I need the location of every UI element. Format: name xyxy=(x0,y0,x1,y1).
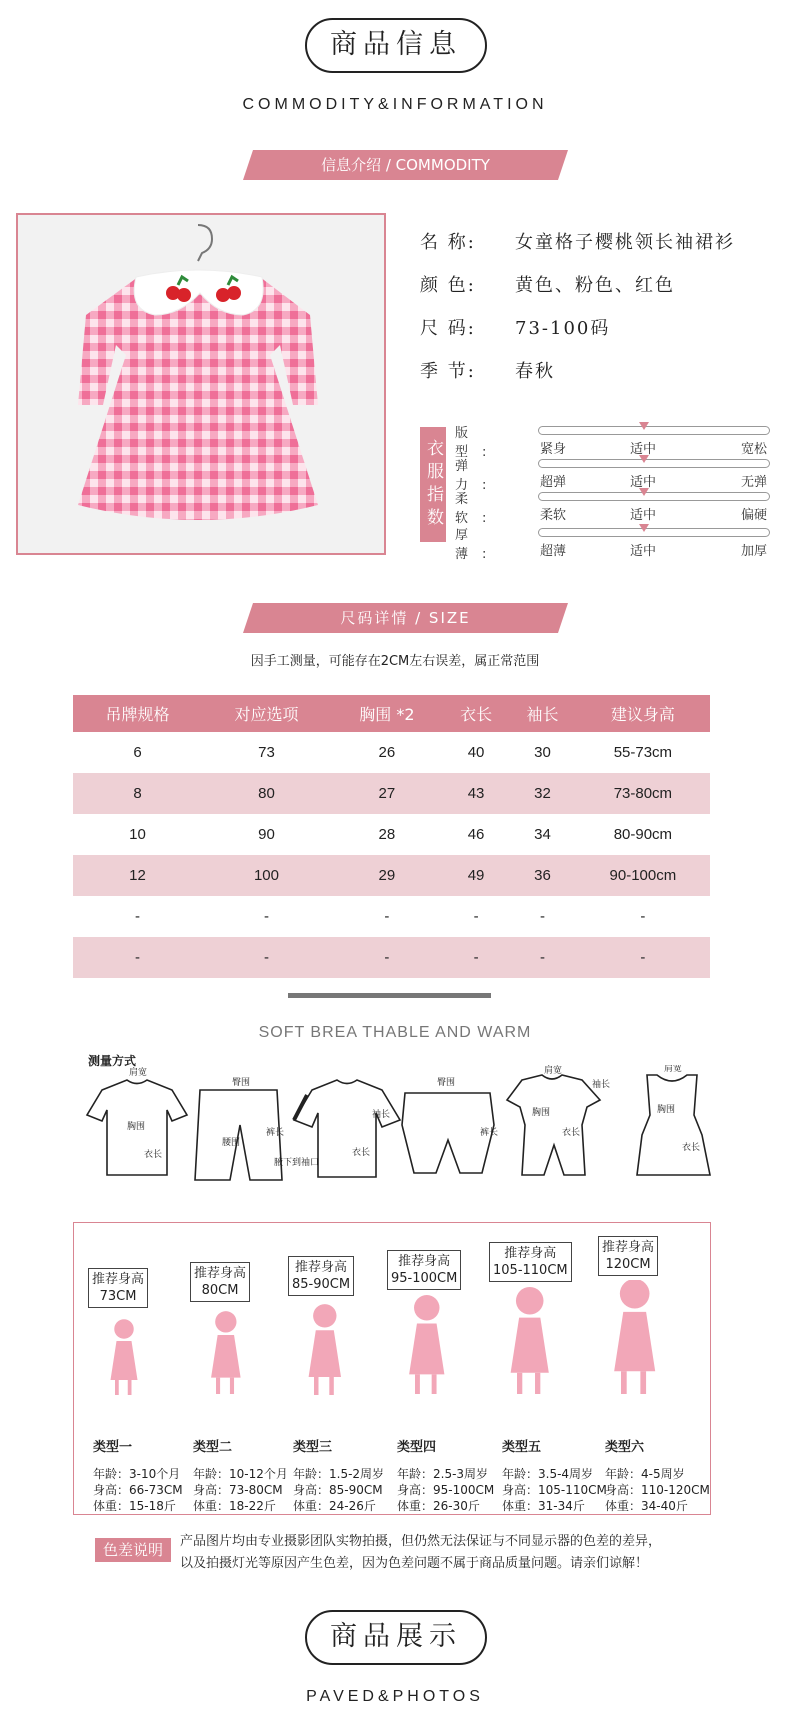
type-age: 年龄：3.5-4周岁 xyxy=(502,1467,594,1481)
table-cell: - xyxy=(443,937,509,978)
type-info xyxy=(397,1440,494,1514)
type-info xyxy=(502,1440,607,1514)
type-height: 身高：73-80CM xyxy=(193,1483,283,1497)
type-name: 类型一 xyxy=(93,1440,133,1455)
index-bar xyxy=(538,528,770,537)
box-value: 73CM xyxy=(99,1289,137,1304)
box-title: 推荐身高 xyxy=(504,1246,557,1261)
section-title-pill xyxy=(305,1610,487,1665)
table-cell: 26 xyxy=(378,744,396,761)
section-subtitle: PAVED&PHOTOS xyxy=(306,1688,484,1705)
table-cell: 55-73cm xyxy=(613,744,673,761)
box-value: 85-90CM xyxy=(292,1277,351,1292)
table-cell: 80-90cm xyxy=(613,826,673,843)
section-subtitle: COMMODITY&INFORMATION xyxy=(242,96,548,113)
table-cell: 28 xyxy=(378,826,396,843)
index-low: 柔软 xyxy=(540,508,567,523)
index-row-fit xyxy=(455,422,770,460)
type-info xyxy=(605,1440,710,1514)
box-title: 推荐身高 xyxy=(295,1260,348,1275)
info-value: 春秋 xyxy=(515,361,555,382)
header-cell: 袖长 xyxy=(509,695,575,732)
measure-label: 臀围 xyxy=(437,1078,456,1088)
table-cell: - xyxy=(202,937,331,978)
index-marker xyxy=(639,422,649,430)
type-height: 身高：66-73CM xyxy=(93,1483,183,1497)
index-side-label: 衣服指数 xyxy=(420,427,446,542)
index-mid: 适中 xyxy=(630,475,657,490)
table-cell: 100 xyxy=(202,855,331,896)
box-value: 120CM xyxy=(605,1257,651,1272)
product-size-row xyxy=(420,314,610,340)
child-figure xyxy=(511,1287,549,1394)
table-cell: - xyxy=(473,908,479,925)
index-mid: 适中 xyxy=(630,508,657,523)
info-key: 季 节: xyxy=(420,361,476,382)
type-age: 年龄：4-5周岁 xyxy=(605,1467,685,1481)
type-weight: 体重：34-40斤 xyxy=(605,1499,688,1513)
info-key: 尺 码: xyxy=(420,318,476,339)
table-cell: 30 xyxy=(534,744,551,761)
header-cell: 建议身高 xyxy=(576,695,710,732)
type-age: 年龄：3-10个月 xyxy=(93,1467,181,1481)
color-note-line2: 以及拍摄灯光等原因产生色差，因为色差问题不属于商品质量问题。请亲们谅解！ xyxy=(180,1556,649,1571)
index-bar xyxy=(538,459,770,468)
table-cell: 27 xyxy=(331,773,443,814)
measure-label: 衣长 xyxy=(562,1128,581,1138)
measure-label: 胸围 xyxy=(127,1122,146,1132)
measure-label: 臀围 xyxy=(232,1078,251,1088)
table-cell: - xyxy=(263,908,269,925)
info-banner xyxy=(243,150,568,180)
index-low: 超薄 xyxy=(540,544,567,559)
info-value: 黄色、粉色、红色 xyxy=(515,275,675,296)
table-row xyxy=(73,855,710,896)
index-row-thickness xyxy=(455,524,770,562)
type-age: 年龄：2.5-3周岁 xyxy=(397,1467,489,1481)
table-cell: 36 xyxy=(509,855,575,896)
size-table-header xyxy=(73,695,710,732)
info-key: 颜 色: xyxy=(420,275,476,296)
index-bar xyxy=(538,492,770,501)
index-marker xyxy=(639,455,649,463)
box-value: 95-100CM xyxy=(391,1271,458,1286)
type-name: 类型四 xyxy=(397,1440,437,1455)
child-figures xyxy=(73,1280,713,1420)
index-high: 偏硬 xyxy=(741,508,768,523)
table-cell: 73-80cm xyxy=(576,773,710,814)
table-cell: - xyxy=(331,937,443,978)
product-season-row xyxy=(420,357,555,383)
measure-label: 胸围 xyxy=(657,1105,676,1115)
table-cell: - xyxy=(509,937,575,978)
index-label: 柔软: xyxy=(455,492,501,526)
product-image-frame xyxy=(16,213,386,555)
size-banner xyxy=(243,603,568,633)
type-weight: 体重：18-22斤 xyxy=(193,1499,276,1513)
measure-label: 腋下到袖口 xyxy=(274,1158,320,1168)
index-mid: 适中 xyxy=(630,442,657,457)
table-cell: 90 xyxy=(258,826,275,843)
box-title: 推荐身高 xyxy=(92,1272,145,1287)
index-high: 宽松 xyxy=(741,442,768,457)
index-label: 版型: xyxy=(455,426,501,460)
color-note-tag: 色差说明 xyxy=(95,1538,171,1562)
child-figure xyxy=(211,1311,241,1394)
header-cell: 胸围 *2 xyxy=(331,695,443,732)
size-table xyxy=(73,695,710,978)
table-row xyxy=(73,814,710,855)
table-cell: 6 xyxy=(133,744,142,761)
measure-label: 袖长 xyxy=(592,1080,611,1090)
measure-label: 衣长 xyxy=(352,1148,371,1158)
type-height: 身高：105-110CM xyxy=(502,1483,607,1497)
product-name-row xyxy=(420,228,735,254)
child-figure xyxy=(111,1319,138,1395)
table-cell: 80 xyxy=(202,773,331,814)
measure-label: 裤长 xyxy=(266,1128,285,1138)
header-cell: 衣长 xyxy=(443,695,509,732)
type-age: 年龄：10-12个月 xyxy=(193,1467,288,1481)
table-cell: 46 xyxy=(467,826,485,843)
index-low: 超弹 xyxy=(540,475,567,490)
size-banner-label: 尺码详情 / SIZE xyxy=(340,609,471,627)
table-cell: 12 xyxy=(73,855,202,896)
index-mid: 适中 xyxy=(630,544,657,559)
table-cell: - xyxy=(576,937,710,978)
measure-label: 袖长 xyxy=(372,1110,391,1120)
table-cell: 43 xyxy=(443,773,509,814)
table-cell: - xyxy=(384,908,390,925)
measurement-diagrams xyxy=(82,1065,790,1200)
measure-label: 肩宽 xyxy=(129,1068,148,1078)
child-figure xyxy=(309,1304,341,1395)
table-row xyxy=(73,937,710,978)
dress-image xyxy=(18,215,383,552)
type-weight: 体重：26-30斤 xyxy=(397,1499,480,1513)
type-height: 身高：95-100CM xyxy=(397,1483,495,1497)
table-cell: 40 xyxy=(467,744,485,761)
measure-label: 衣长 xyxy=(682,1143,701,1153)
index-high: 无弹 xyxy=(741,475,768,490)
info-banner-label: 信息介绍 / COMMODITY xyxy=(321,156,490,174)
info-value: 73-100码 xyxy=(515,318,611,339)
type-weight: 体重：31-34斤 xyxy=(502,1499,585,1513)
section-title: 商品展示 xyxy=(330,1621,462,1652)
table-row xyxy=(73,732,710,773)
child-figure xyxy=(614,1280,655,1394)
table-cell: 49 xyxy=(443,855,509,896)
measure-label: 裤长 xyxy=(480,1128,499,1138)
measure-label: 胸围 xyxy=(532,1108,551,1118)
table-cell: - xyxy=(540,908,546,925)
measure-label: 肩宽 xyxy=(544,1066,563,1076)
index-row-softness xyxy=(455,488,770,526)
header-cell: 吊牌规格 xyxy=(73,695,202,732)
table-cell: 73 xyxy=(258,744,275,761)
type-height: 身高：110-120CM xyxy=(605,1483,710,1497)
child-figure xyxy=(409,1295,444,1394)
table-cell: 29 xyxy=(331,855,443,896)
index-high: 加厚 xyxy=(741,544,768,559)
index-bar xyxy=(538,426,770,435)
index-label: 弹力: xyxy=(455,459,501,493)
table-row xyxy=(73,773,710,814)
grey-divider xyxy=(288,993,491,998)
type-name: 类型五 xyxy=(502,1440,542,1455)
table-cell: - xyxy=(73,937,202,978)
table-cell: 90-100cm xyxy=(576,855,710,896)
table-cell: 34 xyxy=(534,826,551,843)
info-key: 名 称: xyxy=(420,232,476,253)
type-name: 类型六 xyxy=(605,1440,645,1455)
type-info xyxy=(193,1440,288,1514)
type-weight: 体重：24-26斤 xyxy=(293,1499,376,1513)
type-info xyxy=(93,1440,183,1514)
info-value: 女童格子樱桃领长袖裙衫 xyxy=(515,232,735,253)
table-cell: 10 xyxy=(129,826,146,843)
color-note-line1: 产品图片均由专业摄影团队实物拍摄，但仍然无法保证与不同显示器的色差的差异， xyxy=(180,1534,662,1549)
index-label: 厚薄: xyxy=(455,528,501,562)
box-title: 推荐身高 xyxy=(602,1240,655,1255)
index-marker xyxy=(639,488,649,496)
header-cell: 对应选项 xyxy=(202,695,331,732)
type-age: 年龄：1.5-2周岁 xyxy=(293,1467,385,1481)
box-value: 80CM xyxy=(201,1283,239,1298)
measure-label: 腰围 xyxy=(222,1138,241,1148)
index-marker xyxy=(639,524,649,532)
table-cell: - xyxy=(640,908,646,925)
type-info xyxy=(293,1440,384,1514)
type-name: 类型二 xyxy=(193,1440,233,1455)
recommend-height-box xyxy=(489,1242,572,1282)
size-note: 因手工测量，可能存在2CM左右误差，属正常范围 xyxy=(250,654,540,669)
product-color-row xyxy=(420,271,675,297)
section-title-pill xyxy=(305,18,487,73)
table-cell: - xyxy=(134,908,140,925)
measure-label: 衣长 xyxy=(144,1150,163,1160)
box-title: 推荐身高 xyxy=(194,1266,247,1281)
table-cell: 8 xyxy=(73,773,202,814)
box-value: 105-110CM xyxy=(493,1263,568,1278)
soft-caption: SOFT BREA THABLE AND WARM xyxy=(258,1024,532,1041)
measure-title: 测量方式 xyxy=(88,1054,137,1068)
section-title: 商品信息 xyxy=(330,29,462,60)
table-row xyxy=(73,896,710,937)
table-cell: 32 xyxy=(509,773,575,814)
type-name: 类型三 xyxy=(293,1440,333,1455)
type-height: 身高：85-90CM xyxy=(293,1483,383,1497)
type-weight: 体重：15-18斤 xyxy=(93,1499,176,1513)
index-low: 紧身 xyxy=(540,442,567,457)
measure-label: 肩宽 xyxy=(664,1065,683,1074)
index-row-stretch xyxy=(455,455,770,493)
box-title: 推荐身高 xyxy=(398,1254,451,1269)
recommend-height-box xyxy=(598,1236,658,1276)
